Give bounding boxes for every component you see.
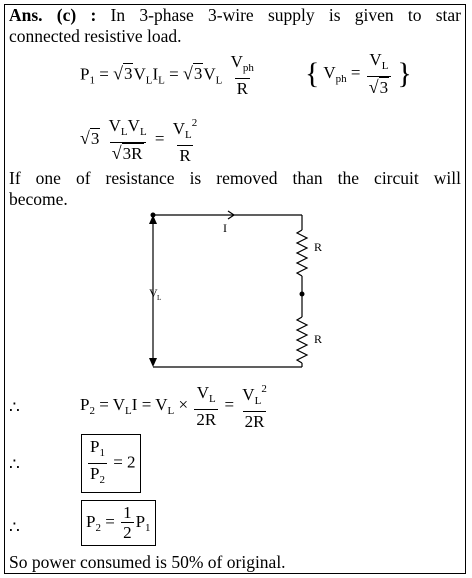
equation-result: $P_2$ = $\frac{1}{2}$ $P_1$	[81, 500, 156, 546]
equation-vph: { $V_{ph}$ = $\frac{V_L}{√3}$ }	[305, 50, 412, 97]
equation-p2: $P_2 = V_LI = V_L$ × $\frac{V_L}{2R}$ = $\frac{V_L^2}{2R}$	[80, 382, 267, 431]
middle-line-2: become.	[9, 189, 68, 209]
equation-p1: $P_1 = √3V_LI_L = √3V_L$ $\frac{V_{ph}}{R}$	[80, 52, 254, 98]
conclusion: So power consumed is 50% of original.	[9, 552, 286, 572]
intro-line-1	[9, 5, 461, 26]
therefore-3: ∴	[9, 518, 20, 537]
resistor-bottom-label: R	[314, 332, 323, 346]
equation-simplify: √3 $\frac{V_LV_L}{√3R}$ = $\frac{V_L^2}{R}$	[80, 116, 198, 165]
answer-label: Ans. (c) :	[9, 5, 97, 25]
voltage-label: V	[149, 286, 158, 300]
current-label: I	[223, 221, 227, 235]
voltage-label-sub: L	[157, 294, 162, 302]
intro-text-1: In 3-phase 3-wire supply is given to star	[110, 5, 462, 25]
therefore-1: ∴	[9, 398, 20, 417]
voltage-arrow-up	[149, 215, 157, 224]
middle-line-1: If one of resistance is removed than the circuit will	[9, 168, 461, 188]
intro-line-2: connected resistive load.	[9, 26, 182, 46]
circuit-diagram	[140, 205, 330, 375]
resistor-top-label: R	[314, 240, 323, 254]
resistor-bottom	[297, 317, 307, 363]
node-mid-right	[300, 292, 305, 297]
resistor-top	[297, 230, 307, 276]
voltage-arrow-down	[149, 358, 157, 367]
equation-ratio: $\frac{P_1}{P_2}$ = 2	[81, 434, 141, 493]
therefore-2: ∴	[9, 455, 20, 474]
